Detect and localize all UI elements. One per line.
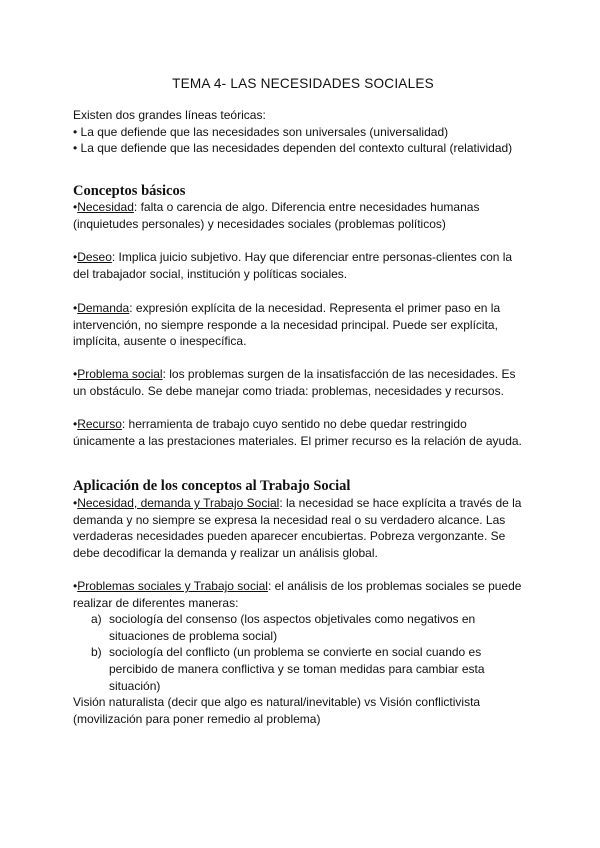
sublist-line: percibido de manera conflictiva y se toman medidas para cambiar esta (109, 661, 485, 676)
intro-bullet: • La que defiende que las necesidades dependen del contexto cultural (relatividad) (73, 141, 513, 156)
concept-line: únicamente a las prestaciones materiales. El primer recurso es la relación de ayuda. (73, 433, 522, 448)
sublist-item (73, 611, 533, 644)
concept-line: un obstáculo. Se debe manejar como triada: problemas, necesidades y recursos. (73, 383, 504, 398)
concept-item-necesidad (73, 199, 533, 232)
section-heading-aplicacion: Aplicación de los conceptos al Trabajo Social (73, 478, 351, 494)
section-heading-conceptos: Conceptos básicos (73, 183, 186, 199)
concept-term: Demanda (77, 301, 130, 315)
concept-line: implícita, ausente o inespecífica. (73, 334, 247, 349)
aplicacion-item-necesidad (73, 495, 533, 561)
intro-section (73, 107, 533, 157)
concept-line: •Problema social: los problemas surgen de la insatisfacción de las necesidades. Es (73, 367, 516, 381)
concept-line: •Recurso: herramienta de trabajo cuyo sentido no debe quedar restringido (73, 417, 467, 431)
sublist (73, 611, 533, 694)
sublist-marker: b) (91, 645, 102, 660)
page-title: TEMA 4- LAS NECESIDADES SOCIALES (172, 76, 434, 91)
aplicacion-line: debe decodificar la demanda y realizar un análisis global. (73, 545, 378, 560)
intro-bullet: • La que defiende que las necesidades son universales (universalidad) (73, 124, 449, 139)
concept-line: intervención, no siempre responde a la necesidad principal. Puede ser explícita, (73, 317, 498, 332)
concept-term: Recurso (77, 417, 122, 431)
sublist-line: situación) (109, 678, 161, 693)
intro-lead: Existen dos grandes líneas teóricas: (73, 108, 266, 122)
aplicacion-line: •Necesidad, demanda y Trabajo Social: la necesidad se hace explícita a través de la (73, 496, 522, 510)
concept-item-deseo (73, 249, 533, 282)
closing-line: Visión naturalista (decir que algo es natural/inevitable) vs Visión conflictivista (73, 695, 481, 710)
aplicacion-line: verdaderas necesidades pueden aparecer encubiertas. Pobreza vergonzante. Se (73, 529, 506, 544)
concept-line: •Demanda: expresión explícita de la necesidad. Representa el primer paso en la (73, 301, 501, 315)
aplicacion-line: demanda y no siempre se expresa la necesidad real o su verdadero alcance. Las (73, 512, 506, 527)
sublist-marker: a) (91, 612, 102, 627)
concept-item-demanda (73, 300, 533, 350)
sublist-line: sociología del conflicto (un problema se convierte en social cuando es (109, 645, 482, 660)
aplicacion-line: realizar de diferentes maneras: (73, 595, 239, 610)
concept-term: Problema social (77, 367, 163, 381)
concept-line: del trabajador social, institución y políticas sociales. (73, 266, 348, 281)
aplicacion-term: Problemas sociales y Trabajo social (77, 579, 268, 593)
closing-line: (movilización para poner remedio al problema) (73, 711, 321, 726)
aplicacion-term: Necesidad, demanda y Trabajo Social (77, 496, 280, 510)
concept-line: (inquietudes personales) y necesidades sociales (problemas políticos) (73, 216, 446, 231)
concept-item-problema-social (73, 366, 533, 399)
concept-line: •Deseo: Implica juicio subjetivo. Hay que diferenciar entre personas-clientes con la (73, 250, 513, 264)
concept-item-recurso (73, 416, 533, 449)
aplicacion-item-problemas (73, 578, 533, 727)
sublist-line: situaciones de problema social) (109, 628, 278, 643)
aplicacion-line: •Problemas sociales y Trabajo social: el análisis de los problemas sociales se puede (73, 579, 522, 593)
concept-term: Necesidad (77, 200, 134, 214)
sublist-line: sociología del consenso (los aspectos objetivales como negativos en (109, 612, 476, 627)
concept-term: Deseo (77, 250, 112, 264)
sublist-item (73, 644, 533, 694)
concept-line: •Necesidad: falta o carencia de algo. Diferencia entre necesidades humanas (73, 200, 480, 214)
